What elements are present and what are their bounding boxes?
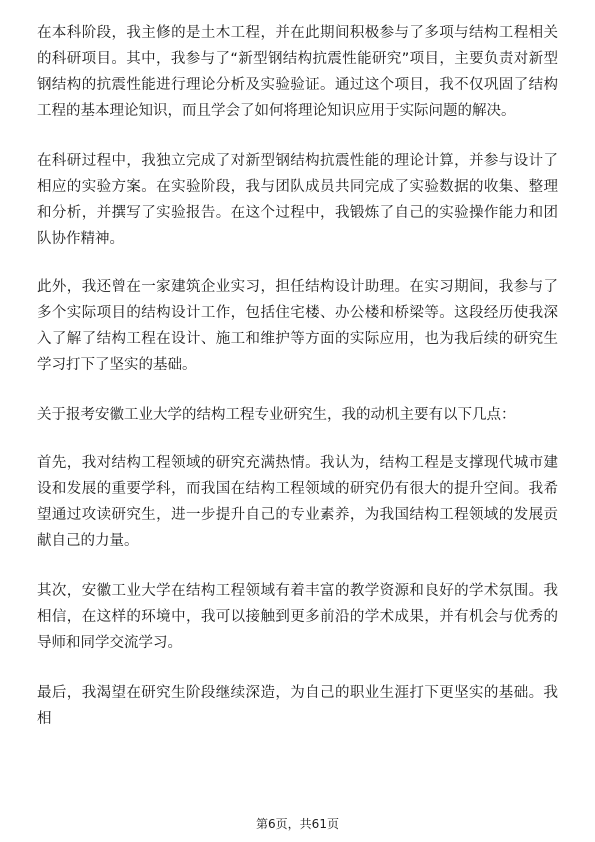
paragraph-3: 此外，我还曾在一家建筑企业实习，担任结构设计助理。在实习期间，我参与了多个实际项目的结构设计工作，包括住宅楼、办公楼和桥梁等。这段经历使我深入了解了结构工程在设计、施工和维护等方面的实际应用，也为我后续的研究生学习打下了坚实的基础。: [37, 279, 558, 373]
document-body: [37, 20, 558, 732]
paragraph-2: 在科研过程中，我独立完成了对新型钢结构抗震性能的理论计算，并参与设计了相应的实验方案。在实验阶段，我与团队成员共同完成了实验数据的收集、整理和分析，并撰写了实验报告。在这个过程中，我锻炼了自己的实验操作能力和团队协作精神。: [37, 153, 558, 247]
page-number-footer: 第6页，共61页: [256, 817, 339, 831]
paragraph-4: 关于报考安徽工业大学的结构工程专业研究生，我的动机主要有以下几点：: [37, 407, 516, 423]
paragraph-1: 在本科阶段，我主修的是土木工程，并在此期间积极参与了多项与结构工程相关的科研项目。其中，我参与了“新型钢结构抗震性能研究”项目，主要负责对新型钢结构的抗震性能进行理论分析及实验验证。通过这个项目，我不仅巩固了结构工程的基本理论知识，而且学会了如何将理论知识应用于实际问题的解决。: [37, 25, 558, 119]
paragraph-6: 其次，安徽工业大学在结构工程领域有着丰富的教学资源和良好的学术氛围。我相信，在这样的环境中，我可以接触到更多前沿的学术成果，并有机会与优秀的导师和同学交流学习。: [37, 583, 558, 651]
paragraph-5: 首先，我对结构工程领域的研究充满热情。我认为，结构工程是支撑现代城市建设和发展的重要学科，而我国在结构工程领域的研究仍有很大的提升空间。我希望通过攻读研究生，进一步提升自己的专业素养，为我国结构工程领域的发展贡献自己的力量。: [37, 455, 558, 549]
paragraph-7: 最后，我渴望在研究生阶段继续深造，为自己的职业生涯打下更坚实的基础。我相: [37, 685, 558, 727]
